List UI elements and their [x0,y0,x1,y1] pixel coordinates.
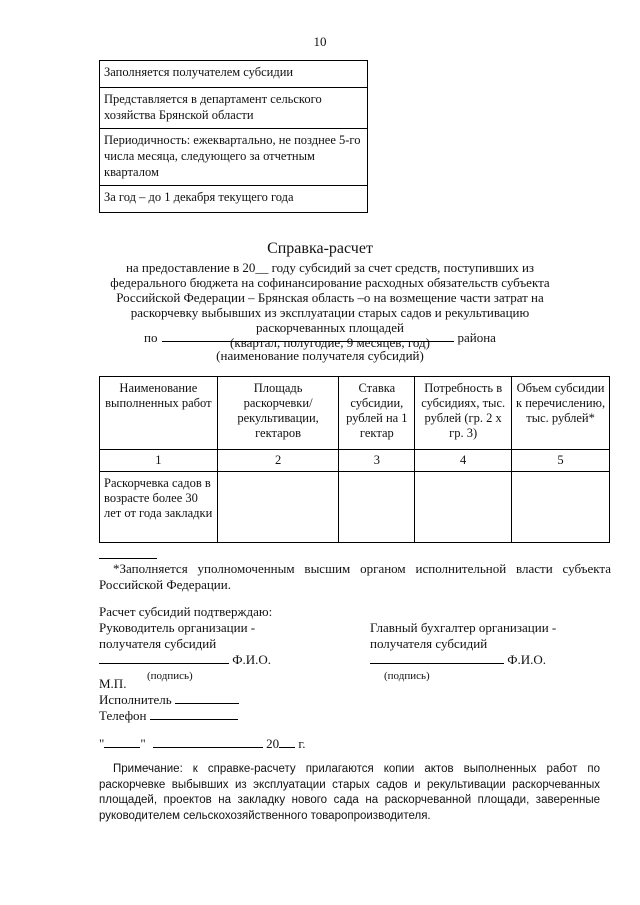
col-header-need: Потребность в субсидиях, тыс. рублей (гр. 2 х гр. 3) [415,377,512,450]
right-signature-block [370,620,610,684]
left-sign-caption: (подпись) [147,670,193,682]
date-line [99,736,306,752]
cell-volume[interactable] [512,472,610,543]
executor-label: Исполнитель [99,692,172,707]
left-signature-block [99,620,319,684]
calculation-table [99,376,610,543]
left-sign-line [99,652,319,668]
info-box [99,60,368,213]
cell-area[interactable] [217,472,339,543]
year-suffix: г. [298,736,306,751]
recipient-line [0,330,640,346]
day-blank[interactable] [104,736,140,748]
left-signature-blank[interactable] [99,652,229,664]
right-signature-blank[interactable] [370,652,504,664]
right-sign-title: Главный бухгалтер организации - получателя субсидий [370,620,557,651]
mp-label: М.П. [99,676,127,691]
note: Примечание: к справке-расчету прилагаются копии актов выполненных работ по раскорчевке выбывших из эксплуатации старых садов и рекультивации раскорчеванных площадей, проектов на закладку нового сада на раскорчеванной площади, заверенные руководителем сельскохозяйственного товаропроизводителя. [99,763,600,822]
page-number: 10 [313,34,327,49]
year-blank[interactable] [279,736,295,748]
col-number: 3 [339,450,415,472]
col-number: 4 [415,450,512,472]
info-row-filled-by: Заполняется получателем субсидии [100,61,368,88]
document-title: Справка-расчет [267,240,373,257]
col-number: 5 [512,450,610,472]
left-fio: Ф.И.О. [232,652,272,667]
info-row-periodicity: Периодичность: ежеквартально, не позднее 5-го числа месяца, следующего за отчетным кварталом [100,129,368,186]
confirm-label: Расчет субсидий подтверждаю: [99,604,273,619]
footnote-separator [99,558,157,559]
po-prefix: по [144,330,158,345]
subtitle-text: на предоставление в 20__ году субсидий за счет средств, поступивших из федерального бюджета на софинансирование расходных обязательств субъекта Российской Федерации – Брянская область –о на возмещение части затрат на раскорчевку выбывших из эксплуатации старых садов и рекультивацию раскорчеванных площадей [110,260,550,335]
executor-blank[interactable] [175,692,239,704]
right-fio: Ф.И.О. [507,652,547,667]
right-sign-caption: (подпись) [384,670,430,682]
phone-blank[interactable] [150,708,238,720]
col-header-works: Наименование выполненных работ [100,377,218,450]
col-header-rate: Ставка субсидии, рублей на 1 гектар [339,377,415,450]
phone-label: Телефон [99,708,147,723]
col-number: 2 [217,450,339,472]
period-note: (квартал, полугодие, 9 месяцев, год) [230,335,430,350]
left-sign-title: Руководитель организации - получателя субсидий [99,620,256,651]
col-header-area: Площадь раскорчевки/ рекультивации, гектаров [217,377,339,450]
info-row-submitted-to: Представляется в департамент сельского хозяйства Брянской области [100,88,368,129]
cell-rate[interactable] [339,472,415,543]
recipient-caption: (наименование получателя субсидий) [216,348,424,363]
month-blank[interactable] [153,736,263,748]
date-quote-close: " [140,736,146,751]
col-number: 1 [100,450,218,472]
date-quote-open: " [99,736,105,751]
row-label-uprooting: Раскорчевка садов в возрасте более 30 лет от года закладки [100,472,218,543]
year-prefix: 20 [266,736,280,751]
right-sign-line [370,652,610,668]
info-row-annual: За год – до 1 декабря текущего года [100,186,368,213]
recipient-blank[interactable] [162,330,454,342]
footnote: *Заполняется уполномоченным высшим органом исполнительной власти субъекта Российской Федерации. [99,561,611,592]
po-suffix: района [457,330,496,345]
executor-line [99,692,239,708]
stamp-executor-block [99,676,239,724]
phone-line [99,708,239,724]
cell-need[interactable] [415,472,512,543]
col-header-volume: Объем субсидии к перечислению, тыс. рублей* [512,377,610,450]
